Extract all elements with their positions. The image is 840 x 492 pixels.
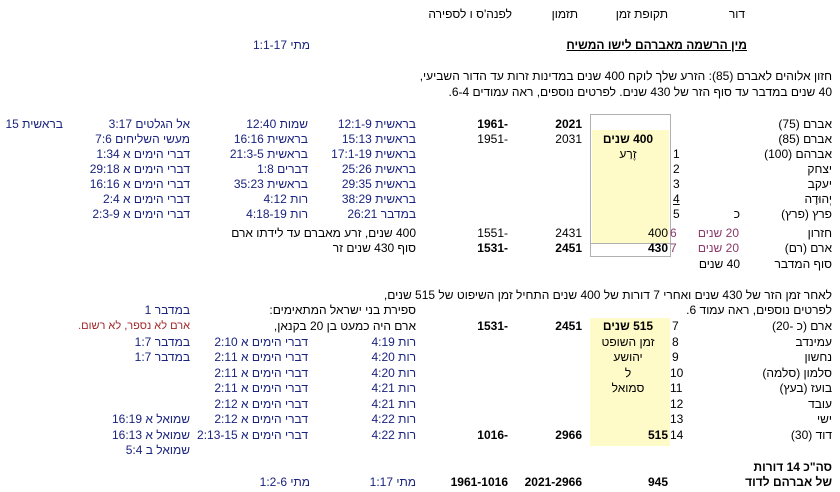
s2-box-label: 515 שנים: [602, 319, 654, 333]
summary-bce-range: 1961-1016: [450, 475, 508, 489]
s2-num: 11: [670, 381, 683, 395]
s1-name: חזרון: [807, 226, 832, 240]
s2-ref1: רות 4:19: [371, 335, 416, 349]
s1-name: יְהוּדָה: [804, 192, 832, 206]
aram-red-note: ארם לא נספר, לא רשום.: [78, 320, 190, 332]
s1-num: 3: [673, 177, 680, 191]
s1-note: 400 שנים, זרע מאברם עד לידתו ארם: [231, 226, 416, 240]
s1-box-value: 400: [647, 226, 668, 240]
s2-ref3: במדבר 1:7: [134, 335, 190, 349]
s2-extra-ref: שמואל ב 5:4: [125, 443, 190, 457]
s2-name: דוד (30): [790, 428, 832, 442]
s1-bce: -1961: [477, 117, 508, 131]
s2-ref2: דברי הימים א 2:12: [214, 412, 308, 426]
s2-name: ישי: [817, 412, 832, 426]
s2-bce: -1016: [477, 428, 508, 442]
s1-ref2: רות 4:12: [263, 192, 308, 206]
s2-num: 7: [672, 319, 679, 333]
s1-ref1: בראשית 17:1-19: [331, 147, 416, 161]
summary-line-2: של אברהם לדוד: [745, 475, 832, 489]
s1-ref1: במדבר 26:21: [347, 207, 416, 221]
s1-am: 2031: [555, 132, 582, 146]
s1-ref3: אל הגלטים 3:17: [108, 117, 190, 131]
s1-num: 5: [673, 207, 680, 221]
s1-num: 2: [673, 162, 680, 176]
s1-num: 1: [673, 147, 680, 161]
header-bce: לפנה'ס ו לספירה: [428, 7, 512, 21]
s1-name: אברם (85): [778, 132, 832, 146]
s2-name: עמינדב: [795, 335, 832, 349]
s1-ref2: בראשית 35:23: [233, 177, 308, 191]
s1-ref3: דברי הימים א 1:34: [96, 147, 190, 161]
s2-am: 2451: [555, 319, 582, 333]
s2-ref2: דברי הימים א 2:11: [214, 350, 308, 364]
s1-bce: -1951: [477, 132, 508, 146]
s2-num: 13: [670, 412, 684, 426]
s2-box-value: 515: [647, 428, 668, 442]
s2-ref1: רות 4:20: [371, 350, 416, 364]
s1-am: 2021: [555, 117, 582, 131]
s2-box-label: יהושע: [613, 350, 643, 364]
s1-mark: כ: [733, 207, 740, 221]
summary-total: 945: [647, 475, 668, 489]
s1-name: יצחק: [807, 162, 832, 176]
s2-bce: -1531: [477, 319, 508, 333]
s1-bce: -1551: [477, 226, 508, 240]
s2-ref3: שמואל א 16:19: [111, 412, 190, 426]
s2-ref1: רות 4:20: [371, 366, 416, 380]
s2-ref2: דברי הימים א 2:11: [214, 366, 308, 380]
s1-ref2: בראשית 21:3-5: [229, 147, 308, 161]
s2-ref2: דברי הימים א 2:12: [214, 397, 308, 411]
s2-ref3: במדבר 1:7: [134, 350, 190, 364]
s1-name: פרץ (פרץ): [781, 207, 832, 221]
s2-ref2: דברי הימים א 2:11: [214, 381, 308, 395]
count-label: ספירת בני ישראל המתאימים:: [269, 303, 416, 317]
header-generation: דור: [728, 7, 745, 21]
s1-ref3: דברי הימים א 2:3-9: [92, 207, 190, 221]
summary-ref2: מתי 1:2-6: [259, 475, 310, 489]
s1-name: ארם (רם): [784, 241, 832, 255]
s1-ref1: בראשית 25:26: [341, 162, 416, 176]
s1-box-label: 400 שנים: [602, 132, 654, 146]
s2-num: 8: [672, 335, 679, 349]
s2-box-label: סמואל: [611, 381, 645, 395]
mid-line-1: לאחר זמן הזר של 430 שנים ואחרי 7 דורות של 400 שנים התחיל זמן השיפוט של 515 שנים,: [383, 288, 832, 302]
s2-ref1: רות 4:21: [371, 381, 416, 395]
s1-note: סוף 430 שנים זר: [332, 241, 416, 255]
s2-am: 2966: [555, 428, 582, 442]
s2-num: 10: [670, 366, 684, 380]
s2-num: 14: [670, 428, 684, 442]
summary-line-1: סה"כ 14 דורות: [753, 460, 832, 474]
s1-ref3: מעשי השליחים 7:6: [95, 132, 190, 146]
s1-desert-years: 40 שנים: [698, 257, 740, 271]
s1-am: 2451: [555, 241, 582, 255]
s1-ref3: דברי הימים א 16:16: [89, 177, 190, 191]
s1-box-value: 430: [647, 241, 668, 255]
s2-name: בועז (בעץ): [779, 381, 832, 395]
s1-name: אברהם (100): [764, 147, 832, 161]
s1-ref2: דברים 1:8: [257, 162, 308, 176]
s1-ref2: שמות 12:40: [246, 117, 308, 131]
summary-ref1: מתי 1:17: [369, 475, 416, 489]
summary-am-range: 2021-2966: [524, 475, 582, 489]
s1-ref4: בראשית 15: [5, 117, 63, 131]
mid-line-2: לפרטים נוספים, ראה עמוד 6.: [686, 303, 832, 317]
s1-num: 6: [670, 226, 677, 240]
s2-box-label: ל: [624, 366, 632, 380]
s2-box-label: זמן השופט: [601, 335, 655, 349]
s2-name: סלמון (סלמה): [762, 366, 832, 380]
s1-ref1: בראשית 15:13: [341, 132, 416, 146]
s2-ref1: רות 4:22: [371, 412, 416, 426]
s2-num: 9: [672, 350, 679, 364]
s1-am: 2431: [555, 226, 582, 240]
s2-ref1: רות 4:21: [371, 397, 416, 411]
title-reference: מתי 1:1-17: [252, 38, 310, 52]
s2-ref3: שמואל א 16:13: [111, 428, 190, 442]
s2-num: 12: [670, 397, 684, 411]
s1-purple-years: 20 שנים: [697, 226, 739, 240]
s1-ref2: בראשית 16:16: [233, 132, 308, 146]
s1-name: אברם (75): [778, 117, 832, 131]
s1-ref3: דברי הימים א 29:18: [89, 162, 190, 176]
header-timing: תזמון: [551, 7, 578, 21]
intro-line-1: חזון אלוהים לאברם (85): הזרע שלך לוקח 400 שנים במדינות זרות עד הדור השביעי,: [419, 69, 832, 83]
count-reference: במדבר 1: [144, 303, 190, 317]
page-title: מין הרשמה מאברהם לישו המשיח: [566, 38, 747, 52]
s1-box-label: זֶרַע: [619, 147, 637, 161]
s1-purple-years: 20 שנים: [697, 241, 739, 255]
s1-ref1: בראשית 29:35: [341, 177, 416, 191]
s1-ref1: בראשית 12:1-9: [337, 117, 416, 131]
s1-name: סוף המדבר: [774, 257, 832, 271]
s2-ref2: דברי הימים א 2:13-15: [197, 428, 308, 442]
s1-ref3: דברי הימים א 2:4: [103, 192, 190, 206]
s1-ref2: רות 4:18-19: [246, 207, 308, 221]
header-period: תקופת זמן: [615, 7, 668, 21]
aram-note: ארם היה כמעט בן 20 בקנאן,: [273, 319, 416, 333]
s2-name: עובד: [808, 397, 832, 411]
s1-bce: -1531: [477, 241, 508, 255]
s1-num: 4: [673, 192, 680, 206]
s1-num: 7: [670, 241, 677, 255]
s1-ref1: בראשית 38:29: [341, 192, 416, 206]
s2-name: ארם (כ -20): [771, 319, 832, 333]
s2-ref2: דברי הימים א 2:10: [214, 335, 308, 349]
s1-name: יעקב: [807, 177, 832, 191]
intro-line-2: 40 שנים במדבר עד סוף הזר של 430 שנים. לפרטים נוספים, ראה עמודים 6-4.: [448, 85, 832, 99]
s2-name: נחשון: [804, 350, 832, 364]
s2-ref1: רות 4:22: [371, 428, 416, 442]
